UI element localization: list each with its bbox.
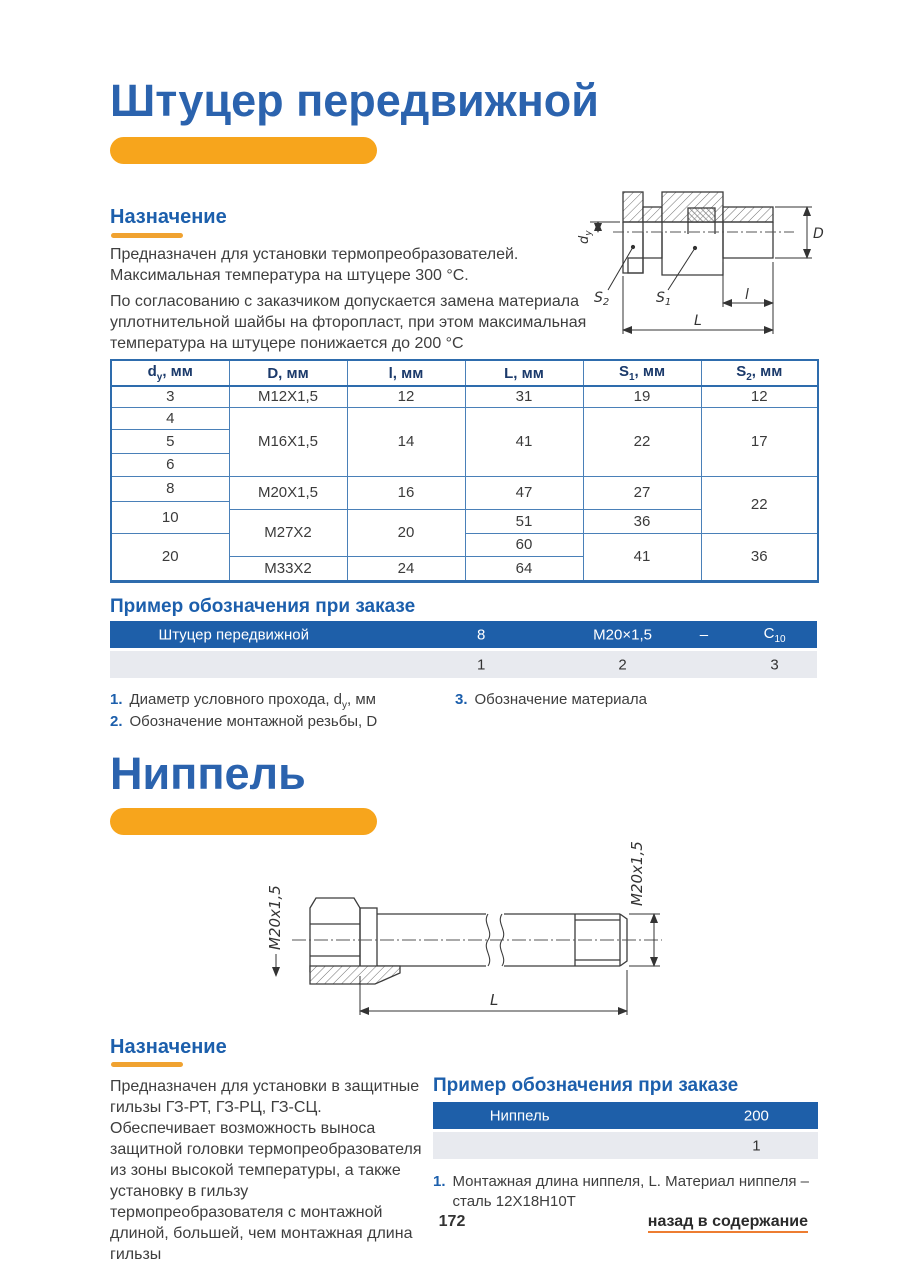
- col-header-dy-unit: , мм: [162, 363, 193, 380]
- col-header-dy-sub: у: [156, 372, 163, 383]
- page-number: 172: [438, 1213, 466, 1230]
- dim-label-S1-sub: 1: [664, 297, 672, 308]
- fitting-drawing-body: [623, 192, 773, 275]
- note-number: 1.: [433, 1173, 446, 1190]
- cell-S1-36: 36: [583, 509, 701, 533]
- dim-label-S2: [594, 290, 609, 308]
- col-header-S1-sub: 1: [628, 372, 635, 383]
- col-header-S2: [701, 360, 818, 386]
- col-header-S2-main: S: [736, 363, 747, 380]
- cell-l-20: 20: [347, 509, 465, 556]
- nipple-title: Ниппель: [110, 748, 306, 799]
- order-index-1: 1: [477, 656, 486, 673]
- cell-S1-22: 22: [583, 407, 701, 476]
- nipple-dimension-lines: [276, 914, 660, 1015]
- table-row: [111, 386, 818, 407]
- dim-label-S1-main: S: [656, 290, 665, 306]
- dim-label-S1: [656, 290, 671, 308]
- fitting-title: Штуцер передвижной: [110, 75, 599, 126]
- cell-D-M12: M12X1,5: [229, 386, 347, 407]
- cell-L-60: 60: [465, 533, 583, 556]
- note-text-sub: у: [342, 700, 348, 711]
- dim-label-S2-main: S: [594, 290, 603, 306]
- dim-label-S2-sub: 2: [602, 297, 610, 308]
- col-header-D: D, мм: [229, 360, 347, 386]
- cell-D-M16: M16X1,5: [229, 407, 347, 476]
- cell-dy-8: 8: [111, 476, 229, 501]
- nipple-drawing: [230, 832, 670, 1032]
- table-row: [111, 476, 818, 501]
- cell-dy-20: 20: [111, 533, 229, 581]
- cell-l-12: 12: [347, 386, 465, 407]
- dim-label-dy-main: d: [577, 235, 592, 244]
- cell-S2-22: 22: [701, 476, 818, 533]
- dim-label-dy: [577, 230, 594, 244]
- order-index-3: 3: [770, 656, 779, 673]
- nipple-order-row-indexes: [433, 1132, 818, 1159]
- fitting-note-2: [110, 712, 450, 732]
- order-material-sub: 10: [774, 633, 786, 645]
- back-to-contents-link-wrap: [648, 1213, 808, 1231]
- nipple-purpose-underline: [111, 1062, 183, 1067]
- cell-S1-19: 19: [583, 386, 701, 407]
- dim-label-dy-sub: y: [584, 230, 594, 236]
- fitting-order-table: [110, 621, 817, 678]
- note-number: 2.: [110, 713, 123, 730]
- dim-label-L: L: [490, 991, 499, 1009]
- order-value-material: [764, 625, 786, 645]
- cell-L-64: 64: [465, 556, 583, 581]
- cell-S1-27: 27: [583, 476, 701, 509]
- fitting-order-row-indexes: [110, 651, 817, 678]
- fitting-purpose-heading: Назначение: [110, 206, 227, 228]
- dim-label-l: l: [745, 287, 749, 303]
- table-header-row: [111, 360, 818, 386]
- order-index-2: 2: [618, 656, 627, 673]
- fitting-purpose-underline: [111, 233, 183, 238]
- note-text-post: , мм: [347, 691, 376, 708]
- back-to-contents-link[interactable]: назад в содержание: [648, 1213, 808, 1233]
- fitting-note-3: [455, 690, 785, 710]
- cell-D-M33: M33X2: [229, 556, 347, 581]
- cell-dy-5: 5: [111, 429, 229, 453]
- note-number: 3.: [455, 691, 468, 708]
- nipple-order-heading: Пример обозначения при заказе: [433, 1075, 739, 1096]
- note-text-pre: Диаметр условного прохода, d: [129, 691, 343, 708]
- nipple-title-orange-bar: [110, 808, 377, 835]
- col-header-dy-main: d: [147, 363, 157, 380]
- note-text: Обозначение монтажной резьбы, D: [129, 713, 378, 730]
- thread-label-left: M20x1,5: [266, 885, 284, 950]
- order-material-main: C: [763, 624, 775, 642]
- dim-label-L: L: [694, 313, 702, 329]
- fitting-purpose-text: [110, 244, 590, 359]
- order-dash: –: [699, 626, 709, 643]
- fitting-title-orange-bar: [110, 137, 377, 164]
- cell-D-M20: M20X1,5: [229, 476, 347, 509]
- table-row: [111, 533, 818, 556]
- fitting-drawing: [560, 172, 890, 344]
- cell-dy-3: 3: [111, 386, 229, 407]
- cell-l-24: 24: [347, 556, 465, 581]
- fitting-order-heading: Пример обозначения при заказе: [110, 596, 416, 617]
- order-value-length: 200: [743, 1107, 769, 1124]
- cell-l-14: 14: [347, 407, 465, 476]
- nipple-order-table: [433, 1102, 818, 1159]
- col-header-S1-main: S: [618, 363, 629, 380]
- col-header-S2-sub: 2: [746, 372, 752, 383]
- fitting-order-row-values: [110, 621, 817, 648]
- col-header-dy: [111, 360, 229, 386]
- note-text: Монтажная длина ниппеля, L. Материал ниппеля – сталь 12Х18Н10Т: [452, 1173, 809, 1210]
- nipple-order-row-values: [433, 1102, 818, 1129]
- thread-label-right: M20x1,5: [628, 841, 646, 906]
- nipple-drawing-body: [310, 898, 627, 984]
- table-row: [111, 407, 818, 429]
- col-header-S2-unit: , мм: [751, 363, 783, 380]
- order-value-thread: M20×1,5: [593, 626, 652, 643]
- note-number: 1.: [110, 691, 123, 708]
- nipple-note-1: [433, 1172, 818, 1212]
- cell-L-31: 31: [465, 386, 583, 407]
- order-value-dy: 8: [477, 626, 486, 643]
- cell-S1-41: 41: [583, 533, 701, 581]
- fitting-dimensions-table: [110, 359, 819, 583]
- cell-L-51: 51: [465, 509, 583, 533]
- col-header-l: l, мм: [347, 360, 465, 386]
- order-product-name: Ниппель: [489, 1107, 550, 1124]
- dim-label-D: D: [813, 226, 824, 242]
- col-header-S1: [583, 360, 701, 386]
- cell-S2-36: 36: [701, 533, 818, 581]
- cell-L-41: 41: [465, 407, 583, 476]
- col-header-S1-unit: , мм: [634, 363, 666, 380]
- cell-dy-4: 4: [111, 407, 229, 429]
- cell-S2-12: 12: [701, 386, 818, 407]
- cell-dy-10: 10: [111, 501, 229, 533]
- order-product-name: Штуцер передвижной: [158, 626, 309, 643]
- cell-dy-6: 6: [111, 453, 229, 476]
- nipple-purpose-text: [110, 1076, 422, 1270]
- fitting-purpose-paragraph-1: Предназначен для установки термопреобразователей. Максимальная температура на штуцере 300 °C.: [110, 246, 519, 284]
- fitting-purpose-paragraph-2: По согласованию с заказчиком допускается замена материала уплотнительной шайбы на фторопласт, при этом максимальная температура на штуцере понижается до 200 °C: [110, 293, 587, 352]
- cell-D-M27: M27X2: [229, 509, 347, 556]
- cell-S2-17: 17: [701, 407, 818, 476]
- note-text: Обозначение материала: [474, 691, 647, 708]
- cell-l-16: 16: [347, 476, 465, 509]
- nipple-purpose-heading: Назначение: [110, 1036, 227, 1058]
- order-index-1: 1: [752, 1137, 761, 1154]
- cell-L-47: 47: [465, 476, 583, 509]
- nipple-purpose-paragraph: Предназначен для установки в защитные гильзы ГЗ-РТ, ГЗ-РЦ, ГЗ-СЦ. Обеспечивает возможность выноса защитной головки термопреобразователя из зоны высокой температуры, а также установку в гильзу термопреобразователя с монтажной длиной, большей, чем монтажная длина гильзы: [110, 1078, 422, 1263]
- col-header-L: L, мм: [465, 360, 583, 386]
